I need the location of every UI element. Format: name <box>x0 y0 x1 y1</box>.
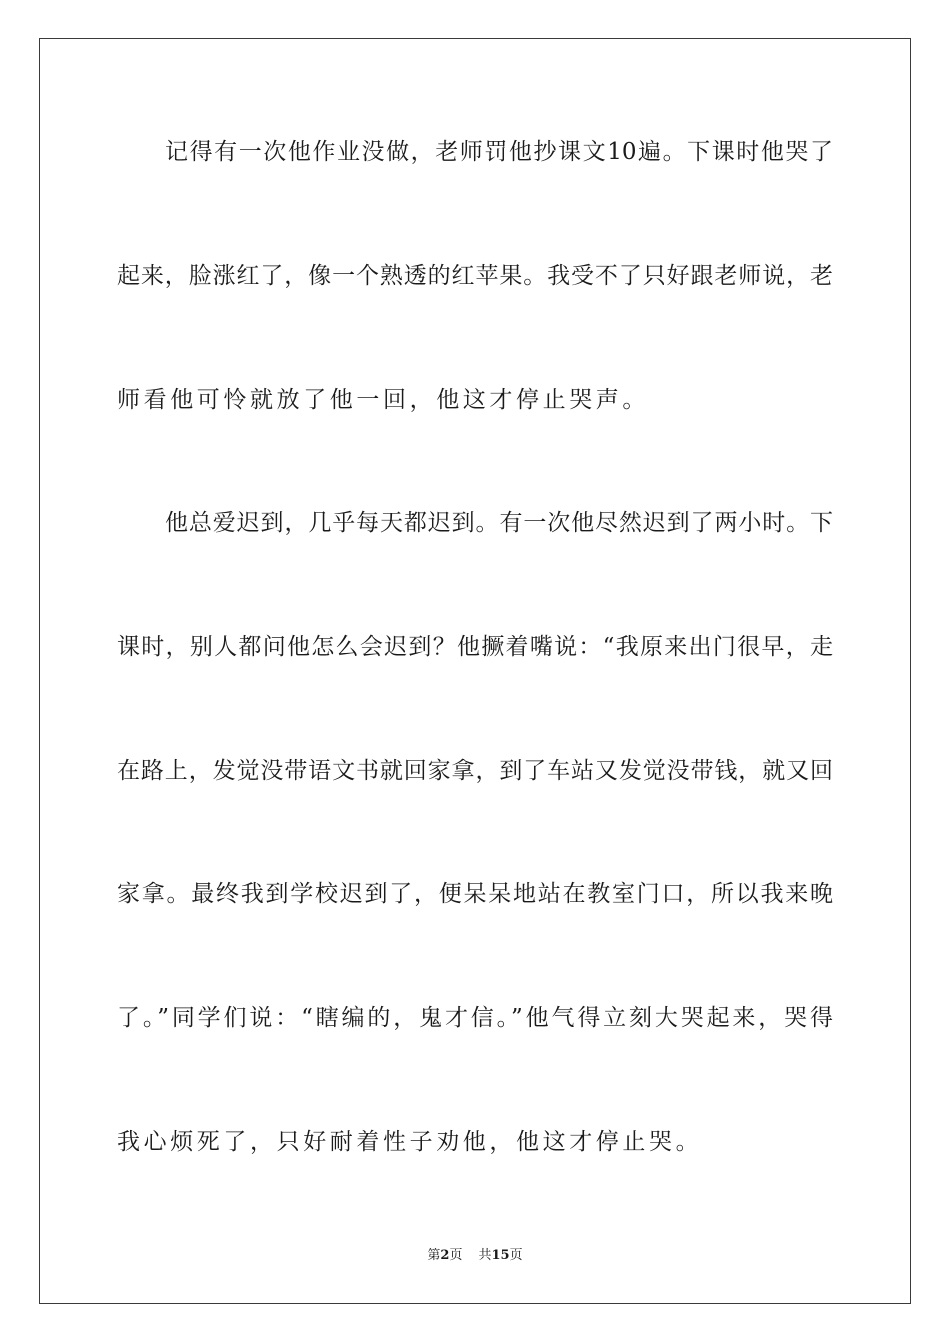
total-prefix: 共 <box>478 1248 492 1263</box>
page-footer <box>0 1247 950 1265</box>
page-prefix: 第 <box>427 1248 441 1263</box>
paragraph-2-line-6: 我心烦死了，只好耐着性子劝他，他这才停止哭。 <box>117 1129 703 1155</box>
paragraph-2-line-5: 了。”同学们说：“瞎编的，鬼才信。”他气得立刻大哭起来，哭得 <box>117 1005 833 1031</box>
total-suffix: 页 <box>509 1248 523 1263</box>
page-border <box>39 38 911 1304</box>
paragraph-1-line-1: 记得有一次他作业没做，老师罚他抄课文10遍。下课时他哭了 <box>165 139 833 165</box>
paragraph-1-line-3: 师看他可怜就放了他一回，他这才停止哭声。 <box>117 387 649 413</box>
paragraph-2-line-3: 在路上，发觉没带语文书就回家拿，到了车站又发觉没带钱，就又回 <box>117 758 833 784</box>
paragraph-2-line-4: 家拿。最终我到学校迟到了，便呆呆地站在教室门口，所以我来晚 <box>117 881 833 907</box>
page-suffix: 页 <box>449 1248 463 1263</box>
total-pages: 15 <box>491 1248 510 1263</box>
paragraph-2-line-1: 他总爱迟到，几乎每天都迟到。有一次他尽然迟到了两小时。下 <box>165 510 833 536</box>
paragraph-2-line-2: 课时，别人都问他怎么会迟到？他撅着嘴说：“我原来出门很早，走 <box>117 634 833 660</box>
paragraph-1-line-2: 起来，脸涨红了，像一个熟透的红苹果。我受不了只好跟老师说，老 <box>117 263 833 289</box>
page-number: 2 <box>440 1248 450 1263</box>
